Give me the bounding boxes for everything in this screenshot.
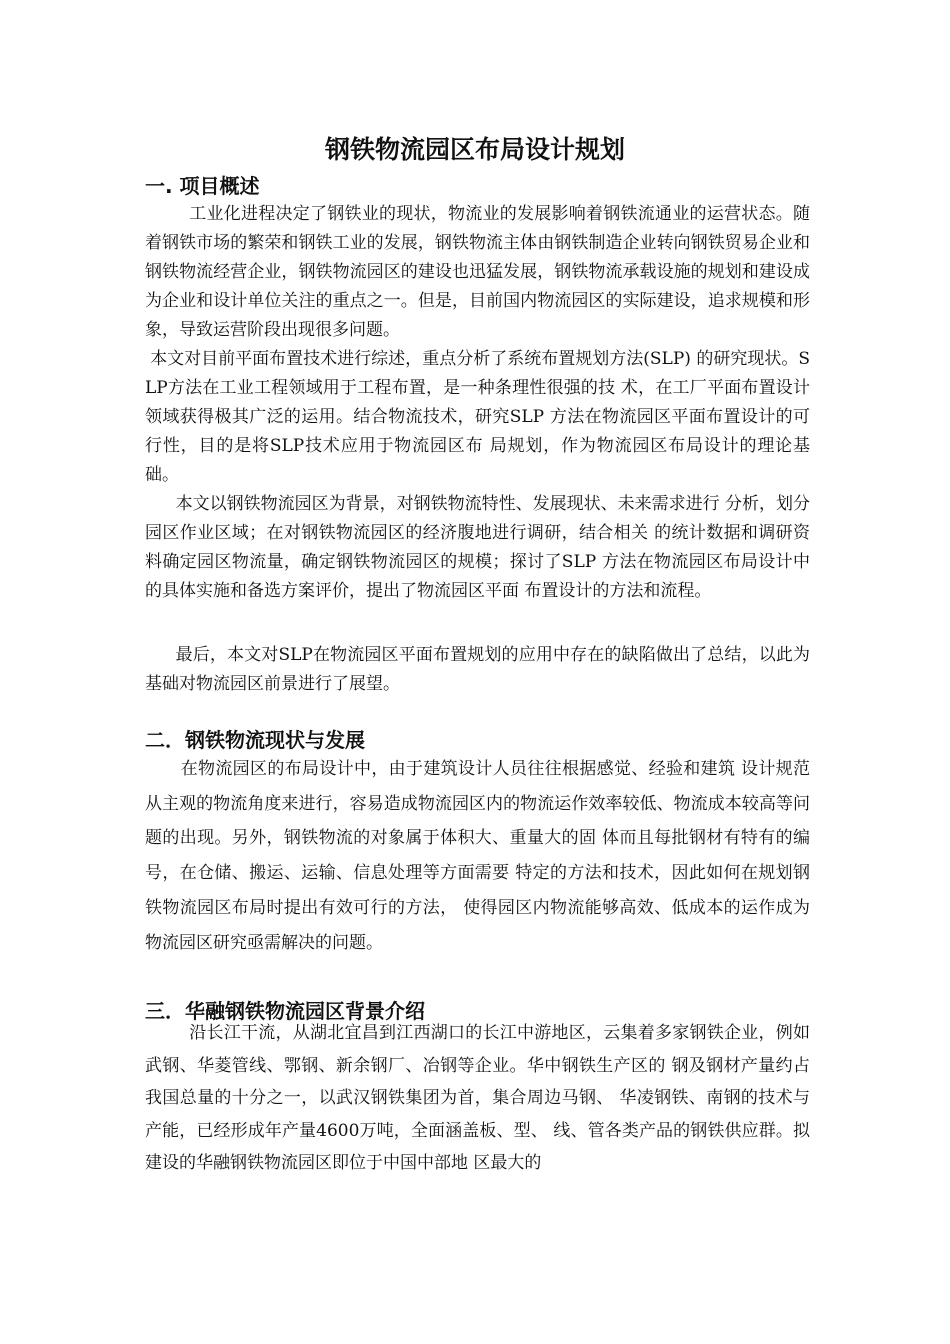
paragraph: 本文对目前平面布置技术进行综述，重点分析了系统布置规划方法(SLP) 的研究现状。SLP方法在工业工程领域用于工程布置，是一种条理性很强的技 术，在工厂平面布置设计领域获得极其广泛的运用。结合物流技术，研究SLP 方法在物流园区平面布置设计的可行性，目的是将SLP技术应用于物流园区布 局规划，作为物流园区布局设计的理论基础。 <box>145 349 810 485</box>
paragraph: 本文以钢铁物流园区为背景，对钢铁物流特性、发展现状、未来需求进行 分析，划分园区作业区域；在对钢铁物流园区的经济腹地进行调研，结合相关 的统计数据和调研资料确定园区物流量，确定钢铁物流园区的规模；探讨了SLP 方法在物流园区布局设计中的具体实施和备选方案评价，提出了物流园区平面 布置设计的方法和流程。 <box>145 494 810 601</box>
paragraph: 工业化进程决定了钢铁业的现状，物流业的发展影响着钢铁流通业的运营状态。随着钢铁市场的繁荣和钢铁工业的发展，钢铁物流主体由钢铁制造企业转向钢铁贸易企业和钢铁物流经营企业，钢铁物流园区的建设也迅猛发展，钢铁物流承载设施的规划和建设成为企业和设计单位关注的重点之一。但是，目前国内物流园区的实际建设，追求规模和形象，导致运营阶段出现很多问题。 <box>145 204 810 340</box>
document-title: 钢铁物流园区布局设计规划 <box>324 135 625 164</box>
paragraph: 最后，本文对SLP在物流园区平面布置规划的应用中存在的缺陷做出了总结，以此为基础对物流园区前景进行了展望。 <box>145 645 810 694</box>
section-heading-overview: 一. 项目概述 <box>145 174 260 198</box>
section-heading-status: 二．钢铁物流现状与发展 <box>145 728 365 752</box>
paragraph: 沿长江干流，从湖北宜昌到江西湖口的长江中游地区，云集着多家钢铁企业，例如武钢、华菱管线、鄂钢、新余钢厂、冶钢等企业。华中钢铁生产区的 钢及钢材产量约占我国总量的十分之一，以武汉钢铁集团为首，集合周边马钢、 华凌钢铁、南钢的技术与产能，已经形成年产量4600万吨，全面涵盖板、型、 线、管各类产品的钢铁供应群。拟建设的华融钢铁物流园区即位于中国中部地 区最大的 <box>145 1023 810 1173</box>
paragraph: 在物流园区的布局设计中，由于建筑设计人员往往根据感觉、经验和建筑 设计规范从主观的物流角度来进行，容易造成物流园区内的物流运作效率较低、物流成本较高等问题的出现。另外，钢铁物流的对象属于体积大、重量大的固 体而且每批钢材有特有的编号，在仓储、搬运、运输、信息处理等方面需要 特定的方法和技术，因此如何在规划钢铁物流园区布局时提出有效可行的方法， 使得园区内物流能够高效、低成本的运作成为物流园区研究亟需解决的问题。 <box>145 759 810 953</box>
section-heading-background: 三．华融钢铁物流园区背景介绍 <box>145 999 425 1023</box>
